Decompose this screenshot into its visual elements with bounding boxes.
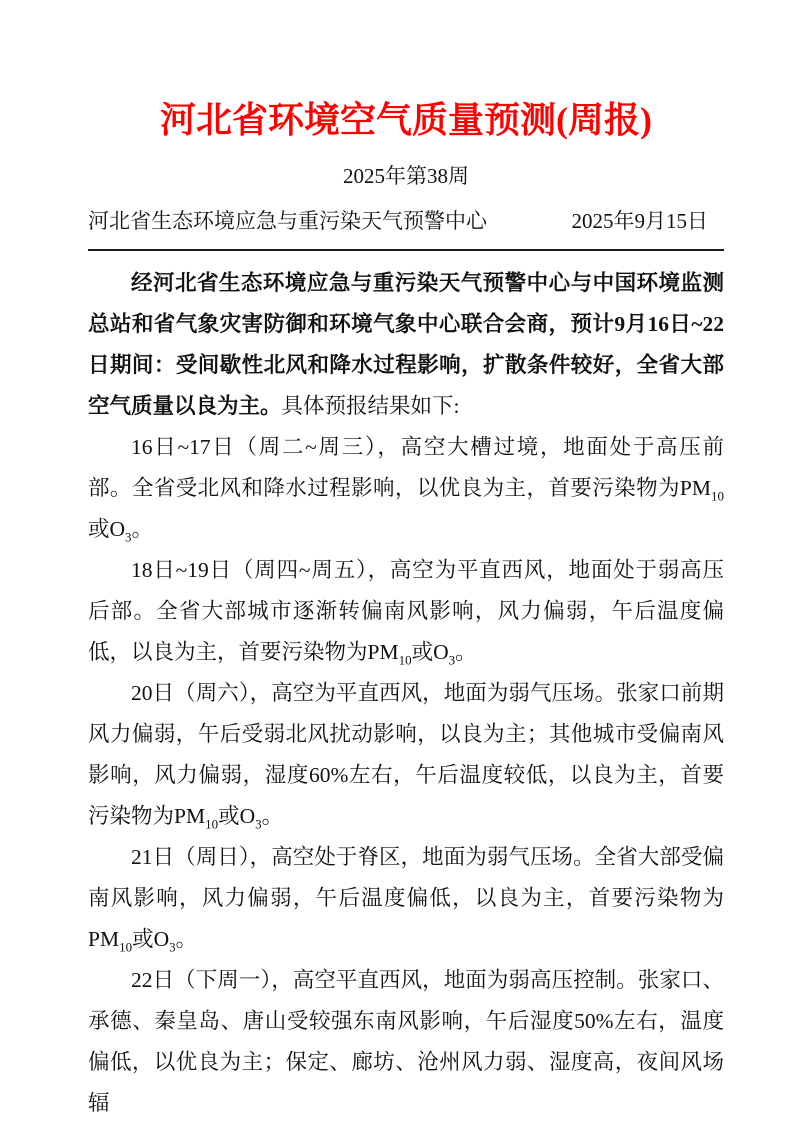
text-segment: 20日（周六），高空为平直西风，地面为弱气压场。张家口前期风力偏弱，午后受弱北风扰动影响，以良为主；其他城市受偏南风影响，风力偏弱，湿度60%左右，午后温度较低，以良为主，首要污染物为PM [88, 681, 724, 828]
meta-row [88, 205, 724, 235]
paragraph [88, 837, 724, 960]
text-segment: 22日（下周一），高空平直西风，地面为弱高压控制。张家口、承德、秦皇岛、唐山受较强东南风影响，午后湿度50%左右，温度偏低，以优良为主；保定、廊坊、沧州风力弱、湿度高，夜间风场辐 [88, 968, 724, 1115]
text-segment: 。 [131, 517, 154, 541]
text-segment: 。 [175, 927, 198, 951]
document-body [88, 263, 724, 1124]
paragraph [88, 960, 724, 1124]
document-title: 河北省环境空气质量预测(周报) [160, 100, 652, 140]
subscript-text: 3 [255, 816, 262, 832]
subscript-text: 10 [119, 939, 133, 955]
text-segment: 16日~17日（周二~周三），高空大槽过境，地面处于高压前部。全省受北风和降水过程影响，以优良为主，首要污染物为PM [88, 435, 724, 500]
text-segment: 21日（周日），高空处于脊区，地面为弱气压场。全省大部受偏南风影响，风力偏弱，午后温度偏低，以良为主，首要污染物为PM [88, 845, 724, 951]
text-segment: 。 [261, 804, 284, 828]
text-segment: 或O [218, 804, 256, 828]
text-segment: 或O [132, 927, 170, 951]
text-segment: 或O [411, 640, 449, 664]
paragraph [88, 550, 724, 673]
subscript-text: 3 [448, 652, 456, 668]
paragraph [88, 427, 724, 550]
document-header [88, 92, 724, 251]
paragraph [88, 263, 724, 427]
text-segment: 或O [88, 517, 126, 541]
paragraph [88, 673, 724, 837]
week-label: 2025年第38周 [343, 164, 469, 188]
header-rule-divider [88, 249, 724, 251]
issue-date: 2025年9月15日 [571, 209, 708, 233]
document-sheet [88, 0, 724, 1124]
text-segment: 。 [455, 640, 477, 664]
subscript-text: 10 [398, 652, 412, 668]
subscript-text: 3 [169, 939, 176, 955]
text-segment: 具体预报结果如下: [281, 394, 460, 418]
subscript-text: 10 [711, 488, 724, 504]
issuer-name: 河北省生态环境应急与重污染天气预警中心 [88, 209, 487, 233]
subscript-text: 10 [205, 816, 219, 832]
text-segment: 经河北省生态环境应急与重污染天气预警中心与中国环境监测总站和省气象灾害防御和环境气象中心联合会商，预计9月16日~22日期间：受间歇性北风和降水过程影响，扩散条件较好，全省大部空气质量以良为主。 [88, 271, 724, 418]
text-segment: 18日~19日（周四~周五），高空为平直西风，地面处于弱高压后部。全省大部城市逐渐转偏南风影响，风力偏弱，午后温度偏低，以良为主，首要污染物为PM [88, 558, 724, 664]
subscript-text: 3 [125, 529, 132, 545]
